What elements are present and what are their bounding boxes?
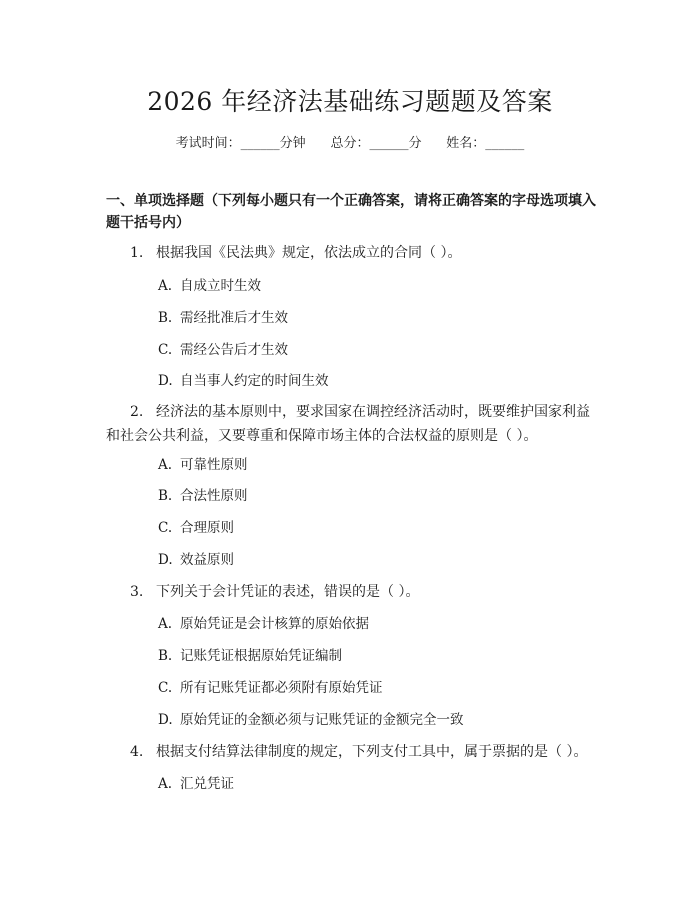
option-letter: A. [158, 457, 173, 473]
total-score-field: 总分：______分 [330, 136, 422, 151]
option-letter: B. [158, 310, 173, 326]
question-number: 2. [130, 404, 144, 420]
option-text: 所有记账凭证都必须附有原始凭证 [180, 680, 383, 696]
question-1-option-d [158, 371, 329, 391]
option-text: 效益原则 [180, 552, 234, 568]
question-1 [106, 241, 598, 265]
option-text: 自成立时生效 [180, 278, 261, 294]
option-letter: B. [158, 488, 173, 504]
question-text: 经济法的基本原则中，要求国家在调控经济活动时，既要维护国家利益和社会公共利益，又要尊重和保障市场主体的合法权益的原则是（ ）。 [106, 404, 590, 444]
option-letter: C. [158, 680, 173, 696]
option-letter: C. [158, 520, 173, 536]
option-letter: A. [158, 776, 173, 792]
name-field: 姓名：______ [446, 136, 525, 151]
question-3-option-b [158, 646, 342, 666]
question-number: 3. [130, 584, 144, 600]
question-3-option-a [158, 614, 369, 634]
option-letter: D. [158, 373, 173, 389]
option-text: 原始凭证的金额必须与记账凭证的金额完全一致 [180, 712, 464, 728]
question-1-option-c [158, 340, 288, 360]
option-letter: A. [158, 278, 173, 294]
question-4 [106, 740, 598, 764]
option-text: 自当事人约定的时间生效 [180, 373, 329, 389]
exam-time-field: 考试时间：______分钟 [175, 136, 306, 151]
option-letter: B. [158, 648, 173, 664]
question-1-option-a [158, 276, 261, 296]
option-letter: D. [158, 552, 173, 568]
question-2-option-d [158, 550, 234, 570]
question-2-option-b [158, 486, 248, 506]
option-text: 合理原则 [180, 520, 234, 536]
option-text: 原始凭证是会计核算的原始依据 [180, 616, 369, 632]
section-heading: 一、单项选择题（下列每小题只有一个正确答案，请将正确答案的字母选项填入题干括号内） [106, 193, 596, 231]
question-2 [106, 400, 598, 448]
question-1-option-b [158, 308, 288, 328]
question-text: 下列关于会计凭证的表述，错误的是（ ）。 [156, 584, 420, 600]
option-letter: D. [158, 712, 173, 728]
question-number: 4. [130, 744, 144, 760]
question-4-option-a [158, 774, 234, 794]
option-text: 记账凭证根据原始凭证编制 [180, 648, 342, 664]
option-text: 合法性原则 [180, 488, 248, 504]
option-text: 需经批准后才生效 [180, 310, 288, 326]
question-3-option-c [158, 678, 383, 698]
question-3 [106, 580, 598, 604]
option-text: 需经公告后才生效 [180, 342, 288, 358]
page-title: 2026 年经济法基础练习题题及答案 [147, 87, 553, 116]
question-3-option-d [158, 710, 464, 730]
option-letter: C. [158, 342, 173, 358]
question-text: 根据支付结算法律制度的规定，下列支付工具中，属于票据的是（ ）。 [156, 744, 588, 760]
exam-meta [0, 132, 700, 151]
option-letter: A. [158, 616, 173, 632]
question-2-option-a [158, 455, 248, 475]
option-text: 汇兑凭证 [180, 776, 234, 792]
question-2-option-c [158, 518, 234, 538]
question-text: 根据我国《民法典》规定，依法成立的合同（ ）。 [156, 245, 462, 261]
option-text: 可靠性原则 [180, 457, 248, 473]
question-number: 1. [130, 245, 144, 261]
